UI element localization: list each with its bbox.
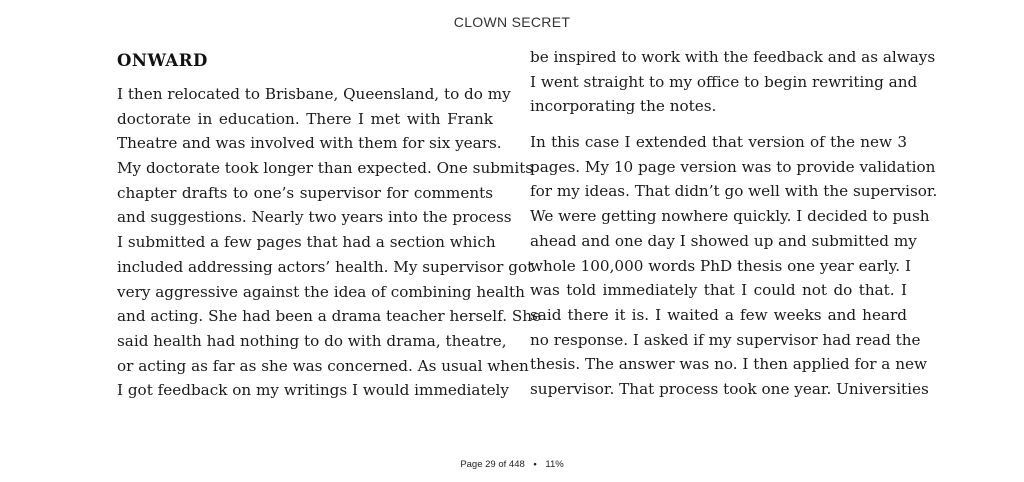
text-line: no response. I asked if my supervisor had read the xyxy=(530,330,921,349)
text-line: chapter drafts to one’s supervisor for comments xyxy=(117,183,493,202)
text-line: thesis. The answer was no. I then applied for a new xyxy=(530,355,927,374)
text-line: and suggestions. Nearly two years into the process xyxy=(117,208,512,227)
text-line: or acting as far as she was concerned. As usual when xyxy=(117,356,529,375)
text-line: whole 100,000 words PhD thesis one year early. I xyxy=(530,256,911,275)
reading-progress: 11% xyxy=(545,459,564,470)
text-line: pages. My 10 page version was to provide validation xyxy=(530,157,936,176)
text-line: I then relocated to Brisbane, Queensland, to do my xyxy=(117,85,511,103)
text-line: doctorate in education. There I met with Frank xyxy=(117,109,493,128)
text-line: was told immediately that I could not do that. I xyxy=(530,281,907,300)
text-line: said health had nothing to do with drama, theatre, xyxy=(117,331,507,350)
text-line: I got feedback on my writings I would immediately xyxy=(117,381,509,400)
separator-dot: • xyxy=(533,459,537,470)
section-heading: ONWARD xyxy=(117,51,208,70)
text-line: very aggressive against the idea of combining health xyxy=(117,282,525,301)
page-number: Page 29 of 448 xyxy=(460,459,525,470)
text-line: ahead and one day I showed up and submitted my xyxy=(530,231,917,250)
text-line: for my ideas. That didn’t go well with the supervisor. xyxy=(530,182,938,201)
text-line: supervisor. That process took one year. Universities xyxy=(530,379,929,398)
text-line: We were getting nowhere quickly. I decided to push xyxy=(530,207,930,226)
text-line: and acting. She had been a drama teacher herself. She xyxy=(117,307,542,326)
text-line: I went straight to my office to begin rewriting and xyxy=(530,72,918,91)
text-line: Theatre and was involved with them for six years. xyxy=(117,134,502,153)
right-column xyxy=(530,45,938,402)
text-line: I submitted a few pages that had a section which xyxy=(117,233,496,252)
text-line: included addressing actors’ health. My supervisor got xyxy=(117,257,534,276)
text-line: said there it is. I waited a few weeks and heard xyxy=(530,305,907,324)
book-title: CLOWN SECRET xyxy=(453,14,571,30)
text-line: be inspired to work with the feedback and as always xyxy=(530,48,936,66)
left-column xyxy=(117,48,542,403)
text-line: My doctorate took longer than expected. One submits xyxy=(117,159,534,178)
page-footer xyxy=(0,459,1024,470)
paragraph-gap xyxy=(530,119,907,130)
text-line: incorporating the notes. xyxy=(530,97,717,116)
text-line: In this case I extended that version of the new 3 xyxy=(530,133,907,152)
